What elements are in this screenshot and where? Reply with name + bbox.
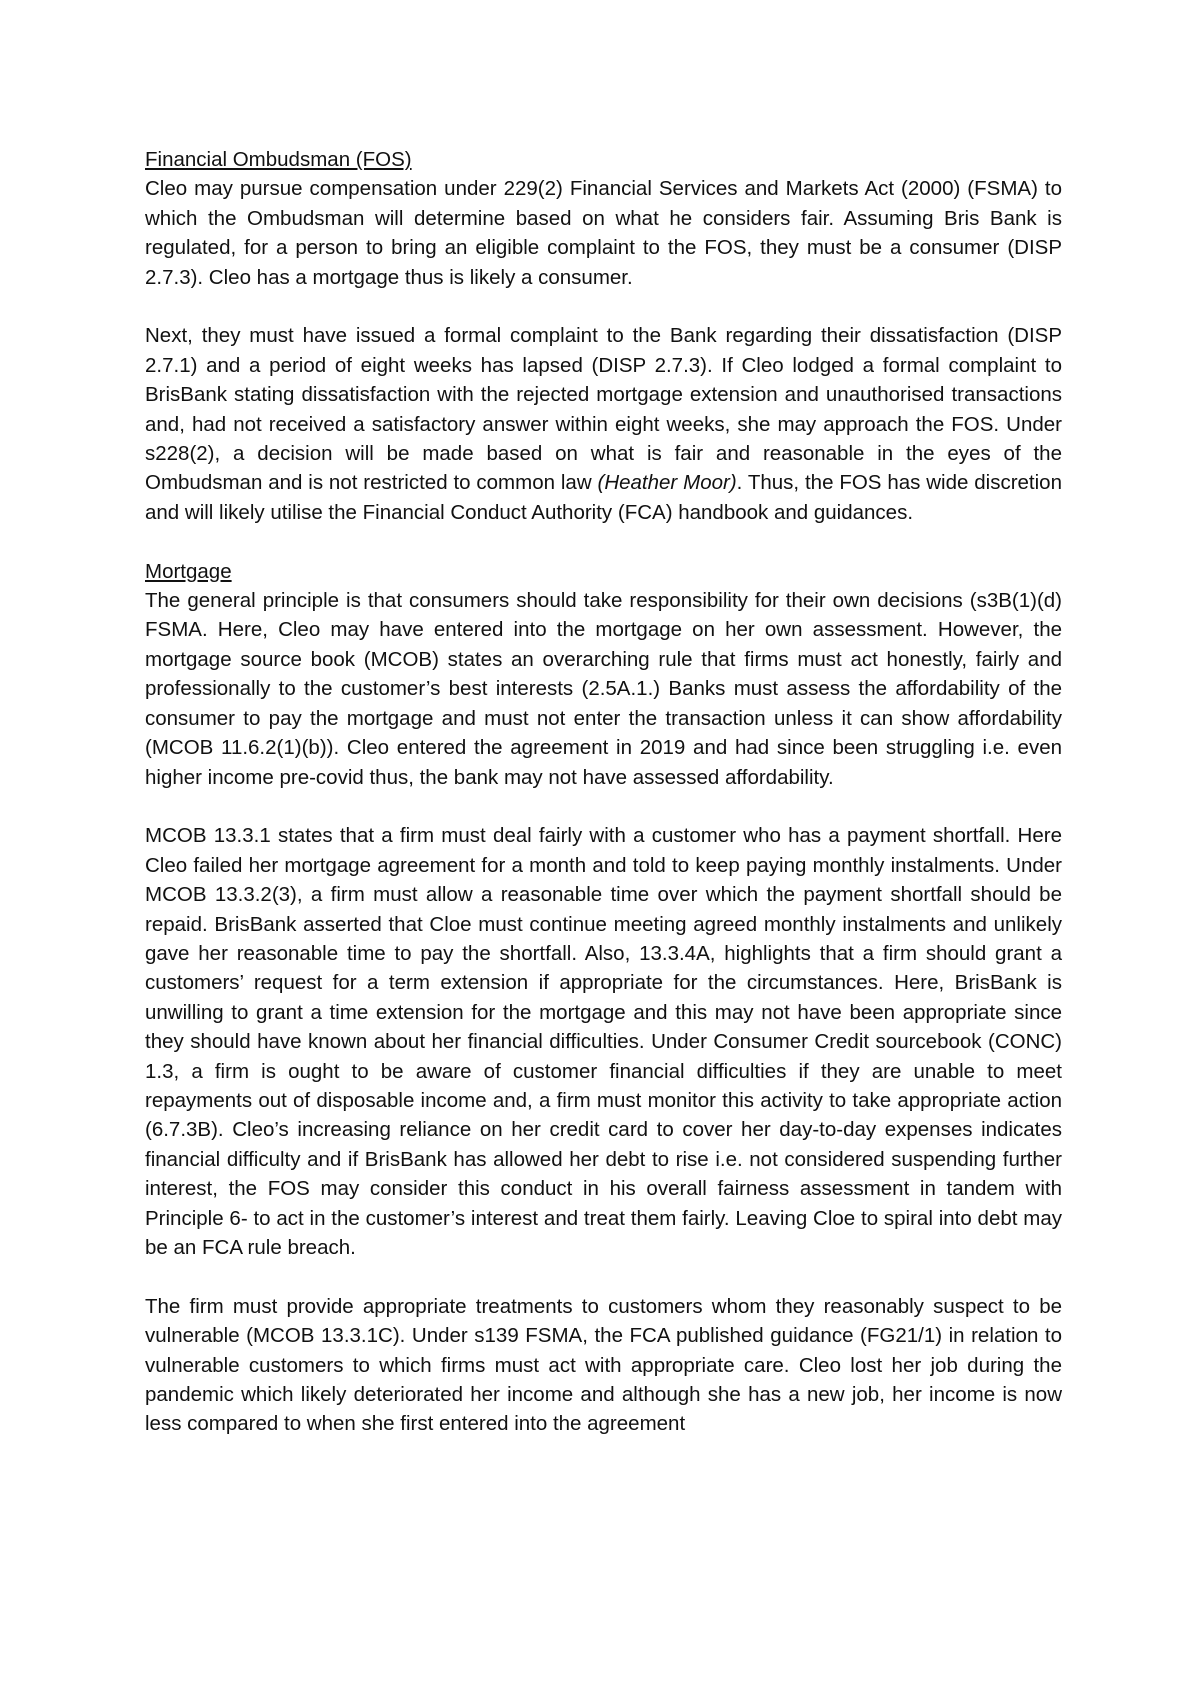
document-body	[145, 145, 1062, 1439]
paragraph-formal-complaint	[145, 321, 1062, 527]
paragraph-formal-complaint-end: . Thus, the FOS has wide discretion and will likely utilise the Financial Conduct Authority (FCA) handbook and guidances.	[145, 471, 1062, 524]
paragraph-general-principle: The general principle is that consumers should take responsibility for their own decisions (s3B(1)(d) FSMA. Here, Cleo may have entered into the mortgage on her own assessment. However, the mortgage source book (MCOB) states an overarching rule that firms must act honestly, fairly and professionally to the customer’s best interests (2.5A.1.) Banks must assess the affordability of the consumer to pay the mortgage and must not enter the transaction unless it can show affordability (MCOB 11.6.2(1)(b)). Cleo entered the agreement in 2019 and had since been struggling i.e. even higher income pre-covid thus, the bank may not have assessed affordability.	[145, 589, 1062, 789]
paragraph-fos-compensation: Cleo may pursue compensation under 229(2) Financial Services and Markets Act (2000) (FSMA) to which the Ombudsman will determine based on what he considers fair. Assuming Bris Bank is regulated, for a person to bring an eligible complaint to the FOS, they must be a consumer (DISP 2.7.3). Cleo has a mortgage thus is likely a consumer.	[145, 177, 1062, 289]
paragraph-vulnerable-customers: The firm must provide appropriate treatments to customers whom they reasonably suspect to be vulnerable (MCOB 13.3.1C). Under s139 FSMA, the FCA published guidance (FG21/1) in relation to vulnerable customers to which firms must act with appropriate care. Cleo lost her job during the pandemic which likely deteriorated her income and although she has a new job, her income is now less compared to when she first entered into the agreement	[145, 1294, 1062, 1436]
paragraph-formal-complaint-text: Next, they must have issued a formal complaint to the Bank regarding their dissatisfaction (DISP 2.7.1) and a period of eight weeks has lapsed (DISP 2.7.3). If Cleo lodged a formal complaint to BrisBank stating dissatisfaction with the rejected mortgage extension and unauthorised transactions and, had not received a satisfactory answer within eight weeks, she may approach the FOS. Under s228(2), a decision will be made based on what is fair and reasonable in the eyes of the Ombudsman and is not restricted to common law	[145, 324, 1062, 495]
case-citation-heather-moor: (Heather Moor)	[597, 471, 737, 495]
paragraph-payment-shortfall: MCOB 13.3.1 states that a firm must deal fairly with a customer who has a payment shortfall. Here Cleo failed her mortgage agreement for a month and told to keep paying monthly instalments. Under MCOB 13.3.2(3), a firm must allow a reasonable time over which the payment shortfall should be repaid. BrisBank asserted that Cloe must continue meeting agreed monthly instalments and unlikely gave her reasonable time to pay the shortfall. Also, 13.3.4A, highlights that a firm should grant a customers’ request for a term extension if appropriate for the circumstances. Here, BrisBank is unwilling to grant a time extension for the mortgage and this may not have been appropriate since they should have known about her financial difficulties. Under Consumer Credit sourcebook (CONC) 1.3, a firm is ought to be aware of customer financial difficulties if they are unable to meet repayments out of disposable income and, a firm must monitor this activity to take appropriate action (6.7.3B). Cleo’s increasing reliance on her credit card to cover her day-to-day expenses indicates financial difficulty and if BrisBank has allowed her debt to rise i.e. not considered suspending further interest, the FOS may consider this conduct in his overall fairness assessment in tandem with Principle 6- to act in the customer’s interest and treat them fairly. Leaving Cloe to spiral into debt may be an FCA rule breach.	[145, 824, 1062, 1259]
heading-financial-ombudsman: Financial Ombudsman (FOS)	[145, 148, 412, 171]
heading-mortgage: Mortgage	[145, 559, 232, 583]
